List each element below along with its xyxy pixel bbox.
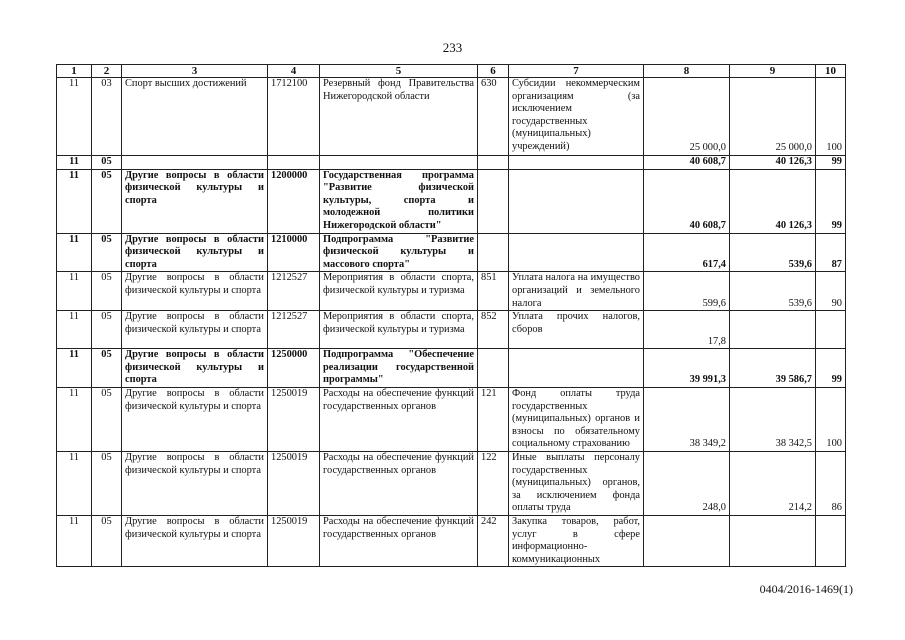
target-code-cell: 1210000	[268, 233, 320, 272]
table-row	[57, 451, 846, 515]
header-cell-4: 4	[268, 65, 320, 78]
document-code: 0404/2016-1469(1)	[759, 582, 853, 596]
section-name-cell	[122, 156, 268, 170]
table-body	[57, 78, 846, 567]
header-cell-8: 8	[644, 65, 730, 78]
section-name-cell: Другие вопросы в области физической культуры и спорта	[122, 451, 268, 515]
header-cell-3: 3	[122, 65, 268, 78]
percent-cell	[816, 311, 846, 349]
target-name-cell: Мероприятия в области спорта, физической культуры и туризма	[320, 272, 478, 311]
expense-type-cell: 852	[478, 311, 509, 349]
target-name-cell: Расходы на обеспечение функций государственных органов	[320, 451, 478, 515]
target-name-cell: Подпрограмма "Обеспечение реализации государственной программы"	[320, 349, 478, 388]
expense-type-cell	[478, 233, 509, 272]
percent-cell: 99	[816, 156, 846, 170]
section-cell: 11	[57, 349, 92, 388]
section-cell: 11	[57, 78, 92, 156]
target-name-cell: Государственная программа "Развитие физической культуры, спорта и молодежной политики Нижегородской области"	[320, 169, 478, 233]
section-cell: 11	[57, 156, 92, 170]
target-code-cell: 1212527	[268, 311, 320, 349]
target-code-cell: 1250000	[268, 349, 320, 388]
target-code-cell: 1250019	[268, 451, 320, 515]
expense-name-cell: Уплата прочих налогов, сборов	[509, 311, 644, 349]
table-row	[57, 233, 846, 272]
expense-name-cell: Уплата налога на имущество организаций и земельного налога	[509, 272, 644, 311]
target-name-cell	[320, 156, 478, 170]
percent-cell: 86	[816, 451, 846, 515]
section-cell: 11	[57, 515, 92, 566]
target-name-cell: Подпрограмма "Развитие физической культуры и массового спорта"	[320, 233, 478, 272]
percent-cell	[816, 515, 846, 566]
target-code-cell: 1212527	[268, 272, 320, 311]
table-row	[57, 156, 846, 170]
planned-amount-cell	[644, 515, 730, 566]
actual-amount-cell: 214,2	[730, 451, 816, 515]
target-name-cell: Расходы на обеспечение функций государственных органов	[320, 387, 478, 451]
section-cell: 11	[57, 451, 92, 515]
table-row	[57, 78, 846, 156]
header-cell-5: 5	[320, 65, 478, 78]
section-name-cell: Спорт высших достижений	[122, 78, 268, 156]
table-row	[57, 272, 846, 311]
percent-cell: 99	[816, 169, 846, 233]
table-row	[57, 387, 846, 451]
expense-name-cell	[509, 233, 644, 272]
header-cell-10: 10	[816, 65, 846, 78]
planned-amount-cell: 17,8	[644, 311, 730, 349]
actual-amount-cell: 539,6	[730, 233, 816, 272]
target-code-cell: 1250019	[268, 387, 320, 451]
table-row	[57, 169, 846, 233]
expense-type-cell	[478, 169, 509, 233]
subsection-cell: 05	[92, 451, 122, 515]
target-code-cell: 1250019	[268, 515, 320, 566]
table-row	[57, 349, 846, 388]
header-cell-6: 6	[478, 65, 509, 78]
expense-name-cell	[509, 349, 644, 388]
header-cell-1: 1	[57, 65, 92, 78]
expense-type-cell: 630	[478, 78, 509, 156]
percent-cell: 100	[816, 387, 846, 451]
percent-cell: 100	[816, 78, 846, 156]
section-cell: 11	[57, 387, 92, 451]
section-name-cell: Другие вопросы в области физической культуры и спорта	[122, 169, 268, 233]
table-row	[57, 311, 846, 349]
actual-amount-cell: 39 586,7	[730, 349, 816, 388]
subsection-cell: 05	[92, 311, 122, 349]
section-cell: 11	[57, 272, 92, 311]
actual-amount-cell: 38 342,5	[730, 387, 816, 451]
target-code-cell	[268, 156, 320, 170]
actual-amount-cell: 40 126,3	[730, 156, 816, 170]
planned-amount-cell: 40 608,7	[644, 169, 730, 233]
planned-amount-cell: 617,4	[644, 233, 730, 272]
expense-name-cell	[509, 169, 644, 233]
subsection-cell: 03	[92, 78, 122, 156]
expense-name-cell: Закупка товаров, работ, услуг в сфере информационно-коммуникационных	[509, 515, 644, 566]
header-row	[57, 65, 846, 78]
table-row	[57, 515, 846, 566]
subsection-cell: 05	[92, 349, 122, 388]
actual-amount-cell	[730, 515, 816, 566]
expense-type-cell	[478, 156, 509, 170]
percent-cell: 99	[816, 349, 846, 388]
target-code-cell: 1200000	[268, 169, 320, 233]
actual-amount-cell: 539,6	[730, 272, 816, 311]
section-name-cell: Другие вопросы в области физической культуры и спорта	[122, 349, 268, 388]
planned-amount-cell: 40 608,7	[644, 156, 730, 170]
planned-amount-cell: 248,0	[644, 451, 730, 515]
planned-amount-cell: 599,6	[644, 272, 730, 311]
planned-amount-cell: 38 349,2	[644, 387, 730, 451]
subsection-cell: 05	[92, 387, 122, 451]
percent-cell: 87	[816, 233, 846, 272]
target-name-cell: Расходы на обеспечение функций государственных органов	[320, 515, 478, 566]
subsection-cell: 05	[92, 156, 122, 170]
subsection-cell: 05	[92, 169, 122, 233]
section-cell: 11	[57, 311, 92, 349]
expense-type-cell	[478, 349, 509, 388]
target-name-cell: Мероприятия в области спорта, физической культуры и туризма	[320, 311, 478, 349]
subsection-cell: 05	[92, 233, 122, 272]
header-cell-9: 9	[730, 65, 816, 78]
subsection-cell: 05	[92, 515, 122, 566]
page-number: 233	[442, 40, 463, 55]
target-code-cell: 1712100	[268, 78, 320, 156]
expense-name-cell: Субсидии некоммерческим организациям (за исключением государственных (муниципальных) учреждений)	[509, 78, 644, 156]
section-name-cell: Другие вопросы в области физической культуры и спорта	[122, 311, 268, 349]
section-name-cell: Другие вопросы в области физической культуры и спорта	[122, 387, 268, 451]
expense-type-cell: 121	[478, 387, 509, 451]
expense-type-cell: 122	[478, 451, 509, 515]
expense-name-cell: Иные выплаты персоналу государственных (муниципальных) органов, за исключением фонда оплаты труда	[509, 451, 644, 515]
section-name-cell: Другие вопросы в области физической культуры и спорта	[122, 515, 268, 566]
actual-amount-cell: 40 126,3	[730, 169, 816, 233]
planned-amount-cell: 25 000,0	[644, 78, 730, 156]
target-name-cell: Резервный фонд Правительства Нижегородской области	[320, 78, 478, 156]
expense-name-cell	[509, 156, 644, 170]
section-name-cell: Другие вопросы в области физической культуры и спорта	[122, 233, 268, 272]
subsection-cell: 05	[92, 272, 122, 311]
section-cell: 11	[57, 169, 92, 233]
section-cell: 11	[57, 233, 92, 272]
header-cell-2: 2	[92, 65, 122, 78]
header-cell-7: 7	[509, 65, 644, 78]
expense-name-cell: Фонд оплаты труда государственных (муниципальных) органов и взносы по обязательному социальному страхованию	[509, 387, 644, 451]
expense-type-cell: 242	[478, 515, 509, 566]
budget-table	[56, 64, 846, 567]
expense-type-cell: 851	[478, 272, 509, 311]
section-name-cell: Другие вопросы в области физической культуры и спорта	[122, 272, 268, 311]
actual-amount-cell: 25 000,0	[730, 78, 816, 156]
actual-amount-cell	[730, 311, 816, 349]
percent-cell: 90	[816, 272, 846, 311]
planned-amount-cell: 39 991,3	[644, 349, 730, 388]
